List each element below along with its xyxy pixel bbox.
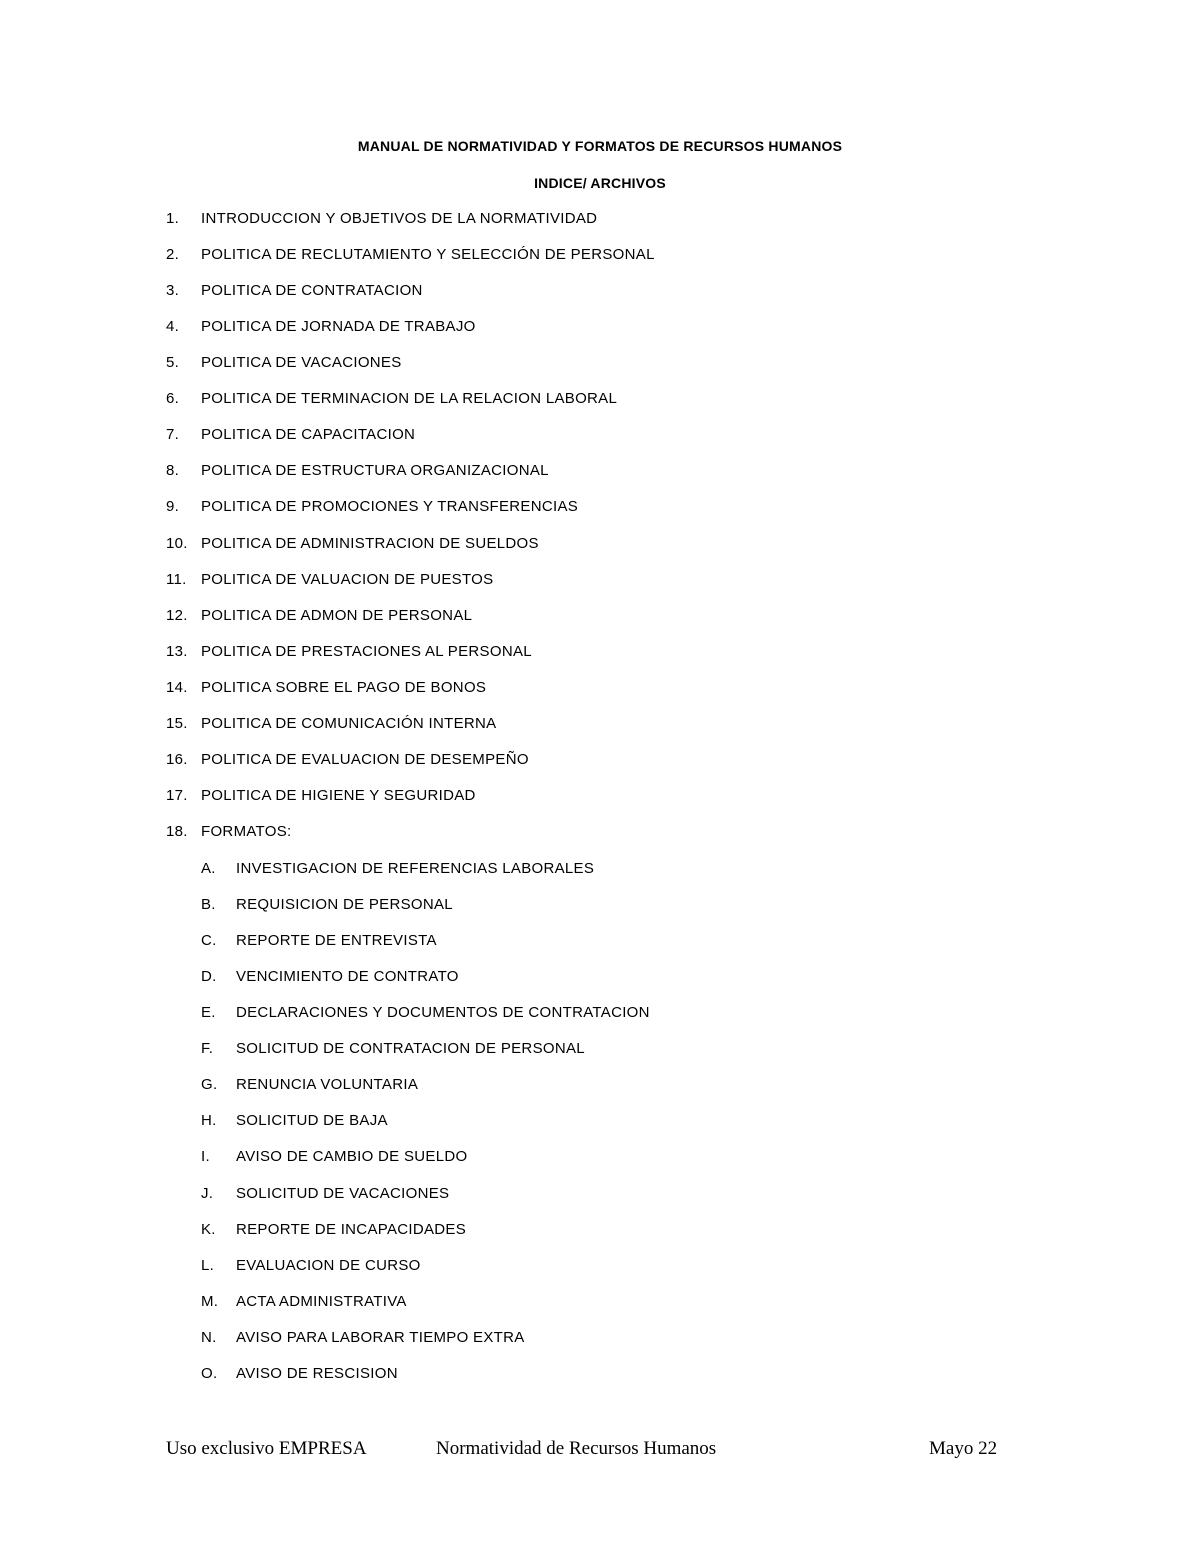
index-item-number: 3.: [166, 282, 180, 299]
index-item-number: 17.: [166, 787, 188, 804]
index-item-text: POLITICA DE PRESTACIONES AL PERSONAL: [201, 643, 532, 660]
footer-document-name: Normatividad de Recursos Humanos: [436, 1438, 717, 1459]
index-item-text: POLITICA SOBRE EL PAGO DE BONOS: [201, 679, 487, 696]
formato-item-text: EVALUACION DE CURSO: [236, 1257, 421, 1274]
index-item-text: POLITICA DE JORNADA DE TRABAJO: [201, 318, 476, 335]
formato-item-letter: F.: [201, 1040, 214, 1057]
index-item-number: 1.: [166, 210, 180, 227]
formato-item-text: AVISO DE CAMBIO DE SUELDO: [236, 1148, 468, 1165]
document-subtitle: INDICE/ ARCHIVOS: [534, 175, 666, 191]
index-item-text: POLITICA DE ESTRUCTURA ORGANIZACIONAL: [201, 462, 549, 479]
formato-item-text: SOLICITUD DE CONTRATACION DE PERSONAL: [236, 1040, 585, 1057]
index-item-number: 5.: [166, 354, 180, 371]
formato-item-letter: E.: [201, 1004, 216, 1021]
index-item-number: 9.: [166, 498, 180, 515]
formato-item-text: SOLICITUD DE BAJA: [236, 1112, 388, 1129]
formato-item-letter: A.: [201, 860, 216, 877]
index-item-number: 15.: [166, 715, 188, 732]
index-item-text: INTRODUCCION Y OBJETIVOS DE LA NORMATIVIDAD: [201, 210, 598, 227]
formato-item-text: AVISO PARA LABORAR TIEMPO EXTRA: [236, 1329, 525, 1346]
formato-item-letter: M.: [201, 1293, 219, 1310]
formato-item-letter: N.: [201, 1329, 217, 1346]
index-item-number: 10.: [166, 535, 188, 552]
document-title: MANUAL DE NORMATIVIDAD Y FORMATOS DE RECURSOS HUMANOS: [357, 138, 843, 154]
formato-item-letter: K.: [201, 1221, 216, 1238]
index-item-text: POLITICA DE CONTRATACION: [201, 282, 423, 299]
footer-usage-note: Uso exclusivo EMPRESA: [166, 1438, 367, 1459]
index-item-number: 7.: [166, 426, 180, 443]
index-item-text: POLITICA DE VACACIONES: [201, 354, 402, 371]
formato-item-text: DECLARACIONES Y DOCUMENTOS DE CONTRATACION: [236, 1004, 650, 1021]
formato-item-letter: C.: [201, 932, 217, 949]
index-item-number: 4.: [166, 318, 180, 335]
footer-date: Mayo 22: [929, 1438, 998, 1459]
index-item-text: POLITICA DE EVALUACION DE DESEMPEÑO: [201, 751, 529, 768]
index-item-number: 13.: [166, 643, 188, 660]
formato-item-letter: B.: [201, 896, 216, 913]
index-item-text: POLITICA DE RECLUTAMIENTO Y SELECCIÓN DE PERSONAL: [201, 246, 655, 263]
index-item-number: 2.: [166, 246, 180, 263]
formato-item-text: RENUNCIA VOLUNTARIA: [236, 1076, 419, 1093]
index-item-number: 6.: [166, 390, 180, 407]
index-item-text: POLITICA DE HIGIENE Y SEGURIDAD: [201, 787, 476, 804]
formato-item-letter: H.: [201, 1112, 217, 1129]
index-item-text: POLITICA DE ADMON DE PERSONAL: [201, 607, 473, 624]
index-item-number: 14.: [166, 679, 188, 696]
index-item-text: POLITICA DE PROMOCIONES Y TRANSFERENCIAS: [201, 498, 579, 515]
formato-item-text: REPORTE DE INCAPACIDADES: [236, 1221, 467, 1238]
index-item-text: POLITICA DE ADMINISTRACION DE SUELDOS: [201, 535, 539, 552]
index-item-number: 8.: [166, 462, 180, 479]
formato-item-text: ACTA ADMINISTRATIVA: [236, 1293, 407, 1310]
formato-item-text: REQUISICION DE PERSONAL: [236, 896, 453, 913]
index-item-text: POLITICA DE TERMINACION DE LA RELACION LABORAL: [201, 390, 618, 407]
index-item-number: 12.: [166, 607, 188, 624]
index-item-number: 16.: [166, 751, 188, 768]
index-item-number: 18.: [166, 823, 188, 840]
formato-item-letter: G.: [201, 1076, 218, 1093]
formato-item-letter: J.: [201, 1185, 214, 1202]
formato-item-letter: I.: [201, 1148, 210, 1165]
formato-item-letter: L.: [201, 1257, 215, 1274]
formato-item-text: REPORTE DE ENTREVISTA: [236, 932, 437, 949]
index-item-text: POLITICA DE CAPACITACION: [201, 426, 416, 443]
index-item-text: POLITICA DE VALUACION DE PUESTOS: [201, 571, 494, 588]
index-item-text: POLITICA DE COMUNICACIÓN INTERNA: [201, 715, 497, 732]
index-item-number: 11.: [166, 571, 187, 588]
formato-item-text: AVISO DE RESCISION: [236, 1365, 398, 1382]
formato-item-text: VENCIMIENTO DE CONTRATO: [236, 968, 459, 985]
index-item-text: FORMATOS:: [201, 823, 292, 840]
formato-item-text: SOLICITUD DE VACACIONES: [236, 1185, 450, 1202]
formato-item-letter: O.: [201, 1365, 218, 1382]
formato-item-letter: D.: [201, 968, 217, 985]
formato-item-text: INVESTIGACION DE REFERENCIAS LABORALES: [236, 860, 595, 877]
